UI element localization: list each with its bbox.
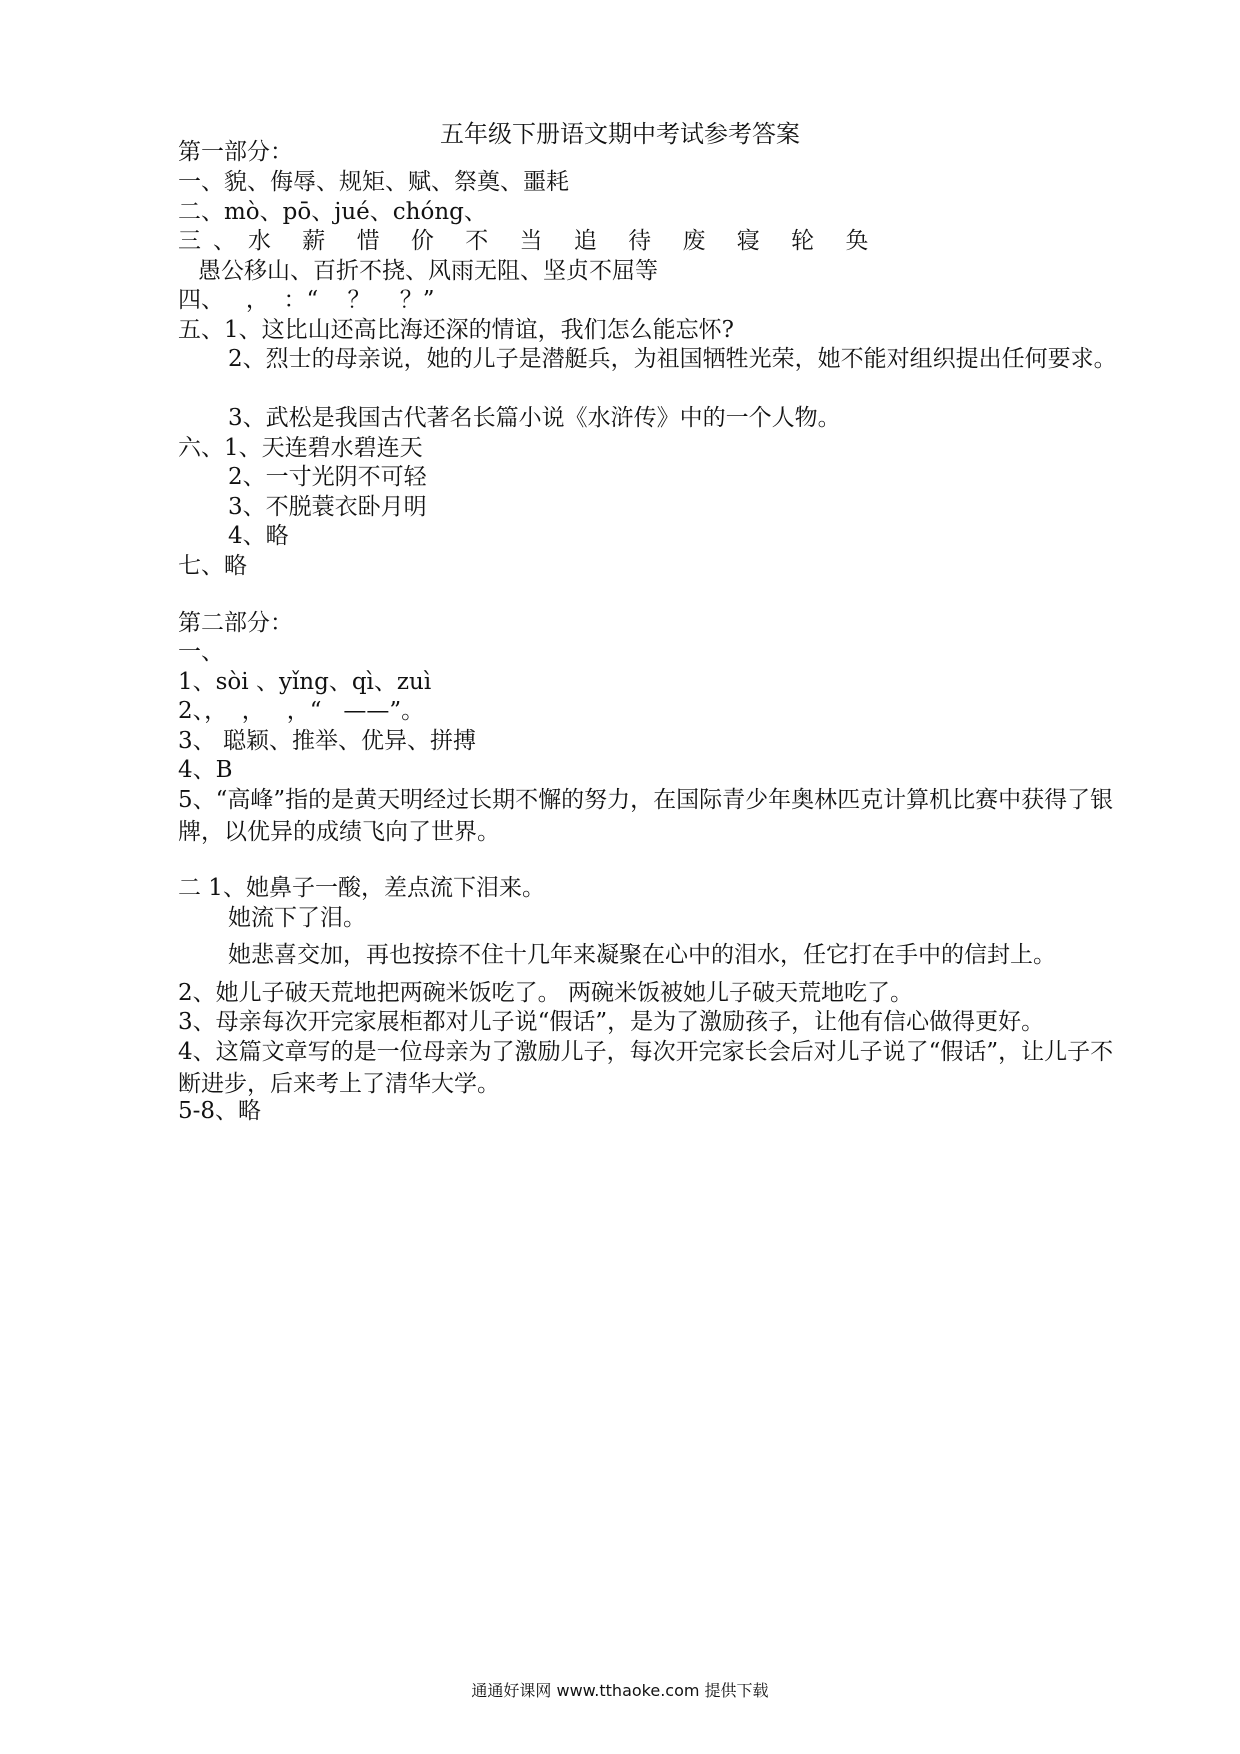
part2-heading: 第二部分： — [178, 610, 293, 636]
part2-s1-item2: 2、， ， ，“ ——”。 — [178, 698, 425, 724]
part1-q5-1: 五、1、这比山还高比海还深的情谊，我们怎么能忘怀? — [178, 317, 734, 343]
part1-heading: 第一部分： — [178, 139, 293, 165]
part2-s2-item1c: 她悲喜交加，再也按捺不住十几年来凝聚在心中的泪水，任它打在手中的信封上。 — [228, 942, 1056, 968]
part1-q6-4: 4、略 — [228, 523, 289, 549]
part2-s1-item5: 5、“高峰”指的是黄天明经过长期不懈的努力，在国际青少年奥林匹克计算机比赛中获得了银牌，以优异的成绩飞向了世界。 — [178, 787, 1114, 845]
part1-q3-idioms: 愚公移山、百折不挠、风雨无阻、坚贞不屈等 — [198, 258, 658, 284]
footer-download-note: 通通好课网 www.tthaoke.com 提供下载 — [471, 1681, 769, 1700]
part2-s2-item5: 5-8、略 — [178, 1098, 262, 1124]
part1-q5-2: 2、烈士的母亲说，她的儿子是潜艇兵，为祖国牺牲光荣，她不能对组织提出任何要求。 — [228, 346, 1117, 372]
part1-q4: 四、 ， ：“ ？ ？” — [178, 287, 435, 313]
part2-s1-item3: 3、 聪颖、推举、优异、拼搏 — [178, 728, 476, 754]
part2-s1-item4: 4、B — [178, 757, 233, 783]
part1-q6-2: 2、一寸光阴不可轻 — [228, 464, 427, 490]
part1-q6-1: 六、1、天连碧水碧连天 — [178, 435, 423, 461]
part2-s2-item1b: 她流下了泪。 — [228, 905, 366, 931]
part2-s2-item1a: 二 1、她鼻子一酸，差点流下泪来。 — [178, 875, 545, 901]
part1-q2: 二、mò、pō、jué、chóng、 — [178, 199, 487, 225]
part2-s2-item3: 3、母亲每次开完家展柜都对儿子说“假话”，是为了激励孩子，让他有信心做得更好。 — [178, 1009, 1045, 1035]
part1-q3-words: 三、水 薪 惜 价 不 当 追 待 废 寝 轮 奂 — [178, 228, 881, 254]
part2-s2-item4: 4、这篇文章写的是一位母亲为了激励儿子，每次开完家长会后对儿子说了“假话”，让儿子不断进步，后来考上了清华大学。 — [178, 1039, 1114, 1097]
part2-s2-item2: 2、她儿子破天荒地把两碗米饭吃了。 两碗米饭被她儿子破天荒地吃了。 — [178, 980, 913, 1006]
document-title: 五年级下册语文期中考试参考答案 — [440, 120, 800, 148]
part1-q1: 一、貌、侮辱、规矩、赋、祭奠、噩耗 — [178, 169, 569, 195]
part2-s1-item1: 1、sòi 、yǐng、qì、zuì — [178, 669, 432, 695]
part2-section1-label: 一、 — [178, 639, 224, 665]
part1-q7: 七、略 — [178, 553, 247, 579]
part1-q6-3: 3、不脱蓑衣卧月明 — [228, 494, 427, 520]
part1-q5-3: 3、武松是我国古代著名长篇小说《水浒传》中的一个人物。 — [228, 405, 841, 431]
